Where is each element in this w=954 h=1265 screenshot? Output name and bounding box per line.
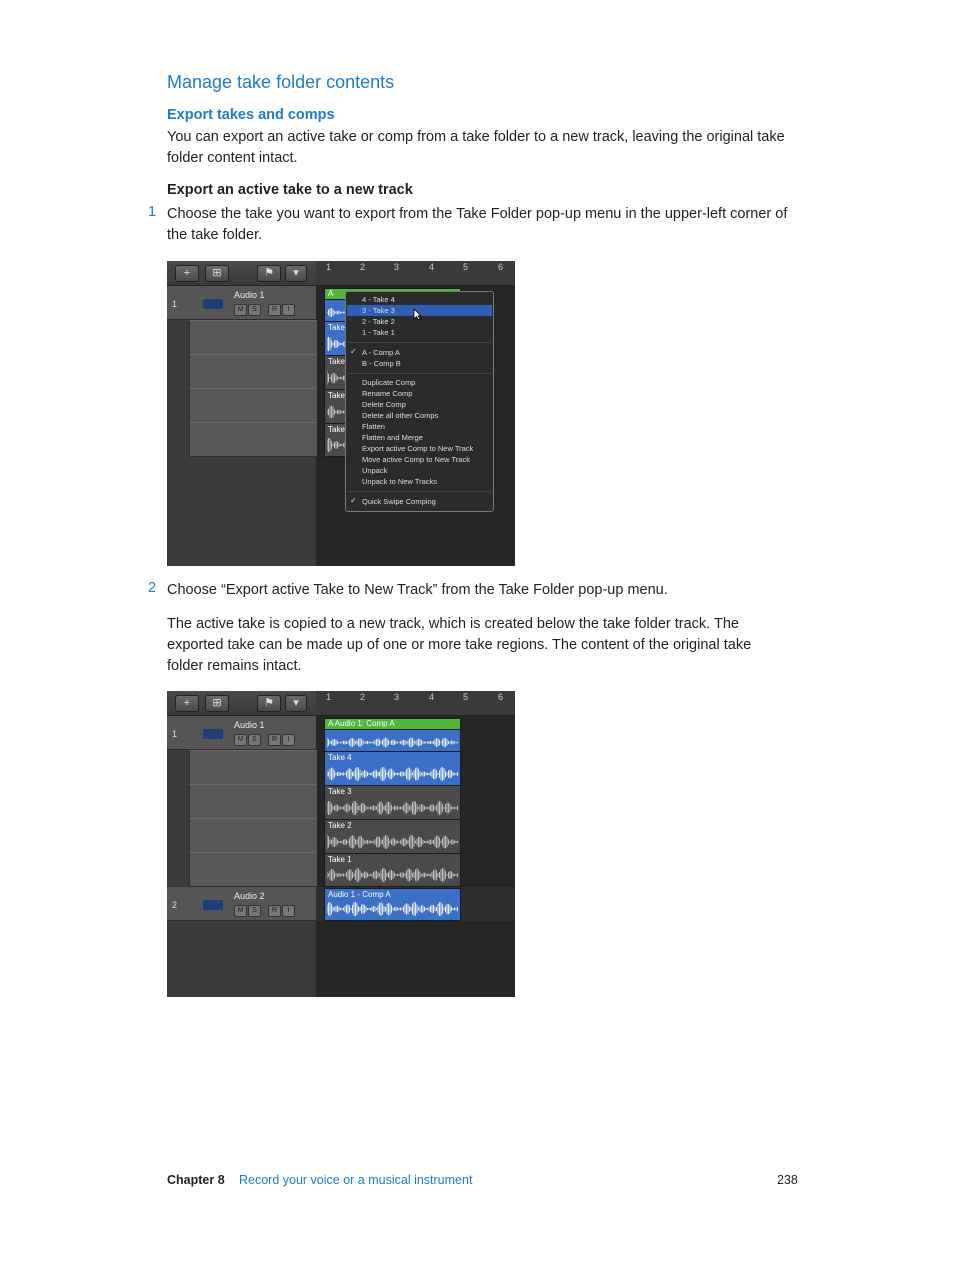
menu-item-flatten[interactable]: Flatten <box>362 422 385 431</box>
take-lane-header <box>189 750 317 785</box>
take-label: Take 2 <box>328 821 352 830</box>
footer-chapter: Chapter 8 <box>167 1173 225 1187</box>
footer-chapter-title[interactable]: Record your voice or a musical instrument <box>239 1173 473 1187</box>
ruler-bar-2: 2 <box>360 692 366 702</box>
menu-item-comp-b[interactable]: B - Comp B <box>362 359 401 368</box>
waveform-graphic <box>327 737 458 748</box>
step-1-text: Choose the take you want to export from the Take Folder pop-up menu in the upper-left corner of the take folder. <box>167 206 788 243</box>
folder-header-label: A Audio 1: Comp A <box>328 719 395 728</box>
track-header-audio-2[interactable] <box>167 887 316 921</box>
waveform-graphic <box>327 766 458 782</box>
input-monitor-button[interactable]: I <box>282 734 295 746</box>
take-lane-header <box>189 320 317 355</box>
intro-paragraph: You can export an active take or comp from a take folder to a new track, leaving the original take folder content intact. <box>167 129 785 166</box>
flag-icon: ⚑ <box>257 695 281 712</box>
step-2-text: Choose “Export active Take to New Track” from the Take Folder pop-up menu. <box>167 582 668 598</box>
tracks-toolbar <box>167 691 316 716</box>
ruler-bar-3: 3 <box>394 262 400 272</box>
check-icon: ✓ <box>350 496 357 505</box>
page-heading: Manage take folder contents <box>167 72 395 92</box>
mute-button[interactable]: M <box>234 734 247 746</box>
track-header-audio-1[interactable] <box>167 716 316 750</box>
waveform-graphic <box>327 901 458 917</box>
take-label: Take <box>328 357 345 366</box>
solo-button[interactable]: S <box>248 734 261 746</box>
dropdown-icon: ▾ <box>285 695 307 712</box>
menu-item-unpack[interactable]: Unpack <box>362 466 388 475</box>
menu-item-export-comp[interactable]: Export active Comp to New Track <box>362 444 474 453</box>
ruler-bar-6: 6 <box>498 692 504 702</box>
track-name: Audio 2 <box>234 891 265 901</box>
take-label: Take 4 <box>328 753 352 762</box>
menu-item-unpack-to-tracks[interactable]: Unpack to New Tracks <box>362 477 438 486</box>
exported-region[interactable] <box>324 888 461 921</box>
take-folder-menu-screenshot <box>167 261 515 566</box>
take-label: Take <box>328 391 345 400</box>
record-button[interactable]: R <box>268 734 281 746</box>
footer-page-number: 238 <box>777 1173 798 1187</box>
folder-icon: ⊞ <box>205 265 229 282</box>
comp-region[interactable] <box>324 729 461 752</box>
add-track-icon: + <box>175 265 199 282</box>
ruler-bar-1: 1 <box>326 692 332 702</box>
record-button[interactable]: R <box>268 905 281 917</box>
track-name: Audio 1 <box>234 290 265 300</box>
menu-separator <box>348 373 491 374</box>
track-number: 2 <box>172 900 178 910</box>
step-2-number: 2 <box>148 580 157 596</box>
take-region[interactable] <box>324 819 461 854</box>
waveform-graphic <box>327 800 458 816</box>
menu-item-take-1[interactable]: 1 - Take 1 <box>362 328 395 337</box>
mute-button[interactable]: M <box>234 304 247 316</box>
bar-ruler <box>316 261 515 286</box>
track-header-audio-1[interactable] <box>167 286 316 320</box>
menu-item-quick-swipe[interactable]: Quick Swipe Comping <box>362 497 436 506</box>
flag-icon: ⚑ <box>257 265 281 282</box>
menu-item-delete-other-comps[interactable]: Delete all other Comps <box>362 411 439 420</box>
take-region[interactable] <box>324 785 461 820</box>
dropdown-icon: ▾ <box>285 265 307 282</box>
ruler-bar-1: 1 <box>326 262 332 272</box>
step-1-number: 1 <box>148 204 157 220</box>
take-region[interactable] <box>324 751 461 786</box>
ruler-bar-3: 3 <box>394 692 400 702</box>
solo-button[interactable]: S <box>248 304 261 316</box>
result-paragraph: The active take is copied to a new track, which is created below the take folder track. The exported take can be made up of one or more take regions. The content of the original take folder remains intact. <box>167 616 752 674</box>
menu-item-delete-comp[interactable]: Delete Comp <box>362 400 406 409</box>
waveform-icon <box>203 729 223 739</box>
waveform-icon <box>203 900 223 910</box>
menu-item-take-2[interactable]: 2 - Take 2 <box>362 317 395 326</box>
take-label: Take 3 <box>328 787 352 796</box>
track-number: 1 <box>172 729 178 739</box>
menu-item-take-4[interactable]: 4 - Take 4 <box>362 295 395 304</box>
waveform-graphic <box>327 834 458 850</box>
menu-separator <box>348 491 491 492</box>
take-region[interactable] <box>324 853 461 887</box>
take-lane-header <box>189 784 317 819</box>
menu-item-move-comp[interactable]: Move active Comp to New Track <box>362 455 470 464</box>
take-lane-header <box>189 354 317 389</box>
take-lane-header <box>189 422 317 457</box>
folder-icon: ⊞ <box>205 695 229 712</box>
mouse-cursor-icon <box>413 308 422 321</box>
take-label: Take 1 <box>328 855 352 864</box>
ruler-bar-4: 4 <box>429 262 435 272</box>
folder-letter: A <box>328 289 334 298</box>
section-subheading: Export takes and comps <box>167 107 335 123</box>
ruler-bar-6: 6 <box>498 262 504 272</box>
input-monitor-button[interactable]: I <box>282 304 295 316</box>
check-icon: ✓ <box>350 347 357 356</box>
take-folder-popup-menu[interactable] <box>345 291 494 512</box>
task-title: Export an active take to a new track <box>167 182 413 198</box>
take-lane-header <box>189 388 317 423</box>
take-lane-header <box>189 818 317 853</box>
exported-region-label: Audio 1 - Comp A <box>328 890 391 899</box>
waveform-graphic <box>327 867 458 883</box>
bar-ruler <box>316 691 515 716</box>
ruler-bar-5: 5 <box>463 692 469 702</box>
menu-item-flatten-merge[interactable]: Flatten and Merge <box>362 433 423 442</box>
tracks-toolbar <box>167 261 316 286</box>
menu-separator <box>348 342 491 343</box>
take-lane-header <box>189 852 317 887</box>
solo-button[interactable]: S <box>248 905 261 917</box>
track-name: Audio 1 <box>234 720 265 730</box>
ruler-bar-5: 5 <box>463 262 469 272</box>
track-number: 1 <box>172 299 178 309</box>
menu-item-take-3[interactable]: 3 - Take 3 <box>362 306 395 315</box>
waveform-icon <box>203 299 223 309</box>
input-monitor-button[interactable]: I <box>282 905 295 917</box>
menu-item-rename-comp[interactable]: Rename Comp <box>362 389 413 398</box>
ruler-bar-4: 4 <box>429 692 435 702</box>
menu-item-comp-a[interactable]: A - Comp A <box>362 348 400 357</box>
exported-take-screenshot <box>167 691 515 997</box>
ruler-bar-2: 2 <box>360 262 366 272</box>
mute-button[interactable]: M <box>234 905 247 917</box>
record-button[interactable]: R <box>268 304 281 316</box>
menu-item-duplicate-comp[interactable]: Duplicate Comp <box>362 378 416 387</box>
add-track-icon: + <box>175 695 199 712</box>
take-label: Take <box>328 425 345 434</box>
take-label: Take <box>328 323 345 332</box>
